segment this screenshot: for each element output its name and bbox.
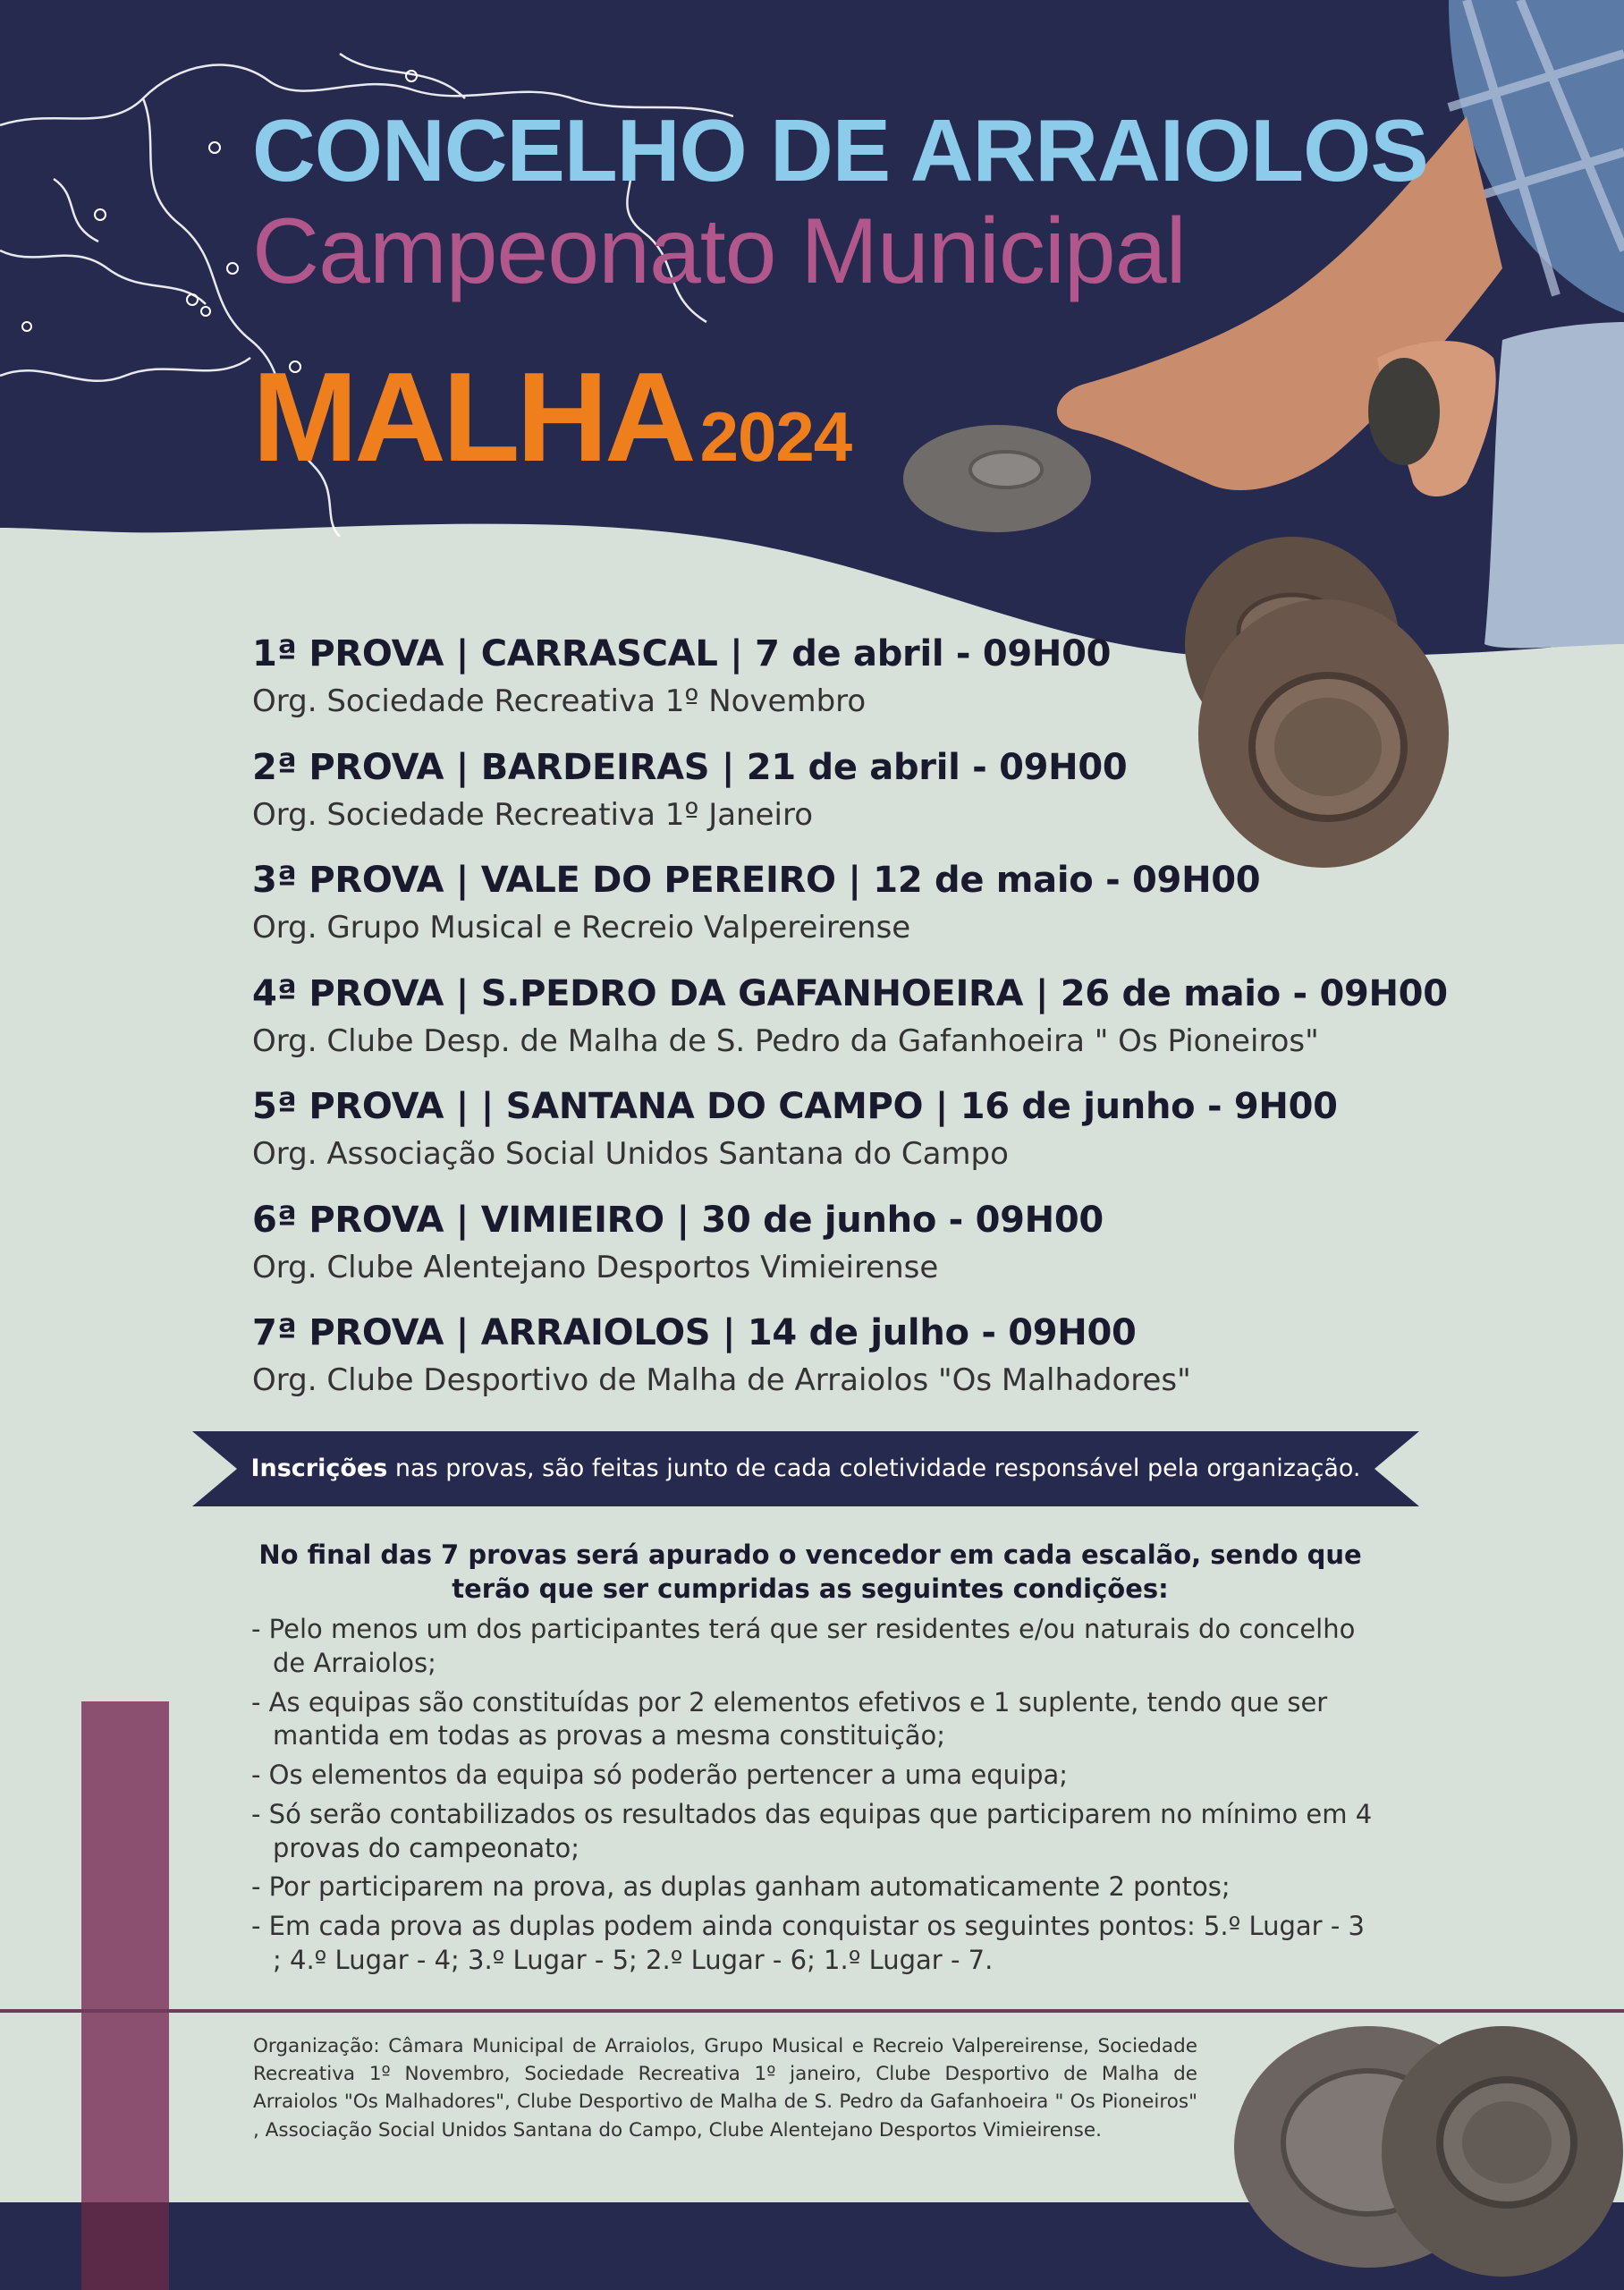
conditions-section	[246, 1539, 1374, 1982]
event-heading: 7ª PROVA | ARRAIOLOS | 14 de julho - 09H00	[252, 1312, 1137, 1353]
event-item	[252, 973, 1504, 1087]
event-organizer: Org. Associação Social Unidos Santana do Campo	[252, 1136, 1009, 1172]
malha-discs-photo	[1207, 1995, 1624, 2290]
condition-item: - Em cada prova as duplas podem ainda conquistar os seguintes pontos: 5.º Lugar - 3 ; 4.º Lugar - 4; 3.º Lugar - 5; 2.º Lugar - 6; 1.º Lugar - 7.	[251, 1910, 1365, 1975]
event-organizer: Org. Sociedade Recreativa 1º Janeiro	[252, 796, 814, 833]
event-organizer: Org. Clube Alentejano Desportos Vimieirense	[252, 1249, 939, 1285]
event-item	[252, 1086, 1504, 1200]
event-heading: 4ª PROVA | S.PEDRO DA GAFANHOEIRA | 26 de maio - 09H00	[252, 972, 1448, 1014]
event-item	[252, 1200, 1504, 1313]
condition-item: - Pelo menos um dos participantes terá que ser residentes e/ou naturais do concelho de Arraiolos;	[251, 1614, 1356, 1679]
condition-item: - Os elementos da equipa só poderão pertencer a uma equipa;	[251, 1760, 1069, 1791]
events-list	[252, 633, 1504, 1426]
banner-bold-text: Inscrições	[250, 1455, 388, 1482]
conditions-list	[246, 1613, 1374, 1977]
event-item	[252, 747, 1504, 861]
condition-item: - Por participarem na prova, as duplas ganham automaticamente 2 pontos;	[251, 1871, 1231, 1903]
event-organizer: Org. Clube Desportivo de Malha de Arraiolos "Os Malhadores"	[252, 1362, 1191, 1398]
event-item	[252, 633, 1504, 747]
condition-item: - Só serão contabilizados os resultados das equipas que participarem no mínimo em 4 provas do campeonato;	[251, 1798, 1373, 1863]
event-organizer: Org. Clube Desp. de Malha de S. Pedro da Gafanhoeira " Os Pioneiros"	[252, 1022, 1319, 1059]
condition-item: - As equipas são constituídas por 2 elementos efetivos e 1 suplente, tendo que ser mantida em todas as provas a mesma constituição;	[251, 1686, 1328, 1751]
event-heading: 1ª PROVA | CARRASCAL | 7 de abril - 09H00	[252, 633, 1112, 674]
event-heading: 5ª PROVA | | SANTANA DO CAMPO | 16 de junho - 9H00	[252, 1086, 1338, 1127]
header-title-malha	[252, 344, 851, 491]
event-organizer: Org. Grupo Musical e Recreio Valpereirense	[252, 910, 911, 946]
title-year: 2024	[699, 397, 852, 476]
event-heading: 2ª PROVA | BARDEIRAS | 21 de abril - 09H00	[252, 746, 1128, 788]
header-title-campeonato: Campeonato Municipal	[252, 199, 1186, 303]
banner-rest-text: nas provas, são feitas junto de cada coletividade responsável pela organização.	[387, 1455, 1361, 1482]
event-organizer: Org. Sociedade Recreativa 1º Novembro	[252, 683, 867, 719]
event-item	[252, 860, 1504, 973]
organizers-text: Organização: Câmara Municipal de Arraiolos, Grupo Musical e Recreio Valpereirense, Sociedade Recreativa 1º Novembro, Sociedade Recreativa 1º janeiro, Clube Desportivo de Malha de Arraiolos "Os Malhadores", Clube Desportivo de Malha de S. Pedro da Gafanhoeira " Os Pioneiros" , Associação Social Unidos Santana do Campo, Clube Alentejano Desportos Vimieirense.	[253, 2035, 1197, 2142]
decorative-purple-bar-bottom	[81, 2202, 169, 2290]
event-item	[252, 1312, 1504, 1426]
header-title-concelho: CONCELHO DE ARRAIOLOS	[252, 101, 1428, 199]
registration-banner	[192, 1431, 1419, 1506]
event-heading: 3ª PROVA | VALE DO PEREIRO | 12 de maio - 09H00	[252, 860, 1261, 901]
banner-text	[192, 1431, 1419, 1506]
event-heading: 6ª PROVA | VIMIEIRO | 30 de junho - 09H00	[252, 1199, 1104, 1241]
conditions-intro: No final das 7 provas será apurado o vencedor em cada escalão, sendo que terão que ser cumpridas as seguintes condições:	[258, 1539, 1362, 1604]
title-malha-word: MALHA	[252, 346, 693, 488]
